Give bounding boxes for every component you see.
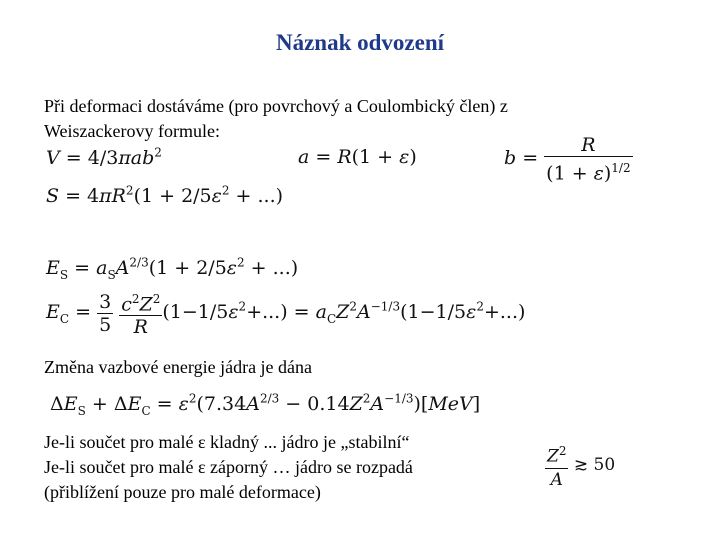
eq-b-text: b = $\frac{R}{(1 + \varepsilon)^{1/2}}$	[504, 134, 631, 185]
equation-surface-energy	[46, 256, 298, 282]
equation-ratio	[545, 440, 615, 491]
equation-a	[298, 146, 417, 168]
conclusion-text	[44, 430, 413, 505]
note-line: (přiblížení pouze pro malé deformace)	[44, 482, 321, 502]
binding-change-text: Změna vazbové energie jádra je dána	[44, 357, 313, 377]
slide-title: Náznak odvození	[275, 30, 445, 55]
intro-line-1: Při deformaci dostáváme (pro povrchový a Coulombický člen) z	[44, 96, 508, 116]
eq-es-text: $E_S = a_SA^{2/3}(1 + 2/5\varepsilon^2$ + ...)	[46, 256, 299, 283]
equation-coulomb-energy	[46, 288, 525, 338]
eq-v-text: V = 4/3πab$^2$	[46, 146, 162, 170]
equation-delta-energy	[50, 392, 480, 418]
eq-delta-text: $\Delta E_S + \Delta E_C = \varepsilon^2(7.34A^{2/3} - 0.14Z^2A^{-1/3})[MeV]$	[50, 392, 481, 419]
eq-ec-text: $E_C$ = $\frac{3}{5}$ $\frac{c^2Z^2}{R}$ $(1-1/5\varepsilon^2+...) = a_CZ^2A^{-1/3}(1-1/5\varepsilon^2+...)$	[46, 301, 525, 323]
equation-b	[504, 134, 633, 184]
eq-ratio-text: $\frac{Z^2}{A}$ ≳ 50	[545, 455, 615, 475]
equation-volume	[46, 146, 162, 169]
intro-line-2: Weiszackerovy formule:	[44, 121, 220, 141]
equation-surface	[46, 184, 283, 207]
intro-text	[44, 94, 508, 144]
negative-line: Je-li součet pro malé ε záporný … jádro se rozpadá	[44, 457, 413, 477]
positive-line: Je-li součet pro malé ε kladný ... jádro je „stabilní“	[44, 432, 410, 452]
eq-a-text: a = R(1 + ε)	[298, 146, 417, 168]
eq-s-text: $S = 4\pi R^2(1 + 2/5\varepsilon^2$ + ...)	[46, 184, 284, 208]
